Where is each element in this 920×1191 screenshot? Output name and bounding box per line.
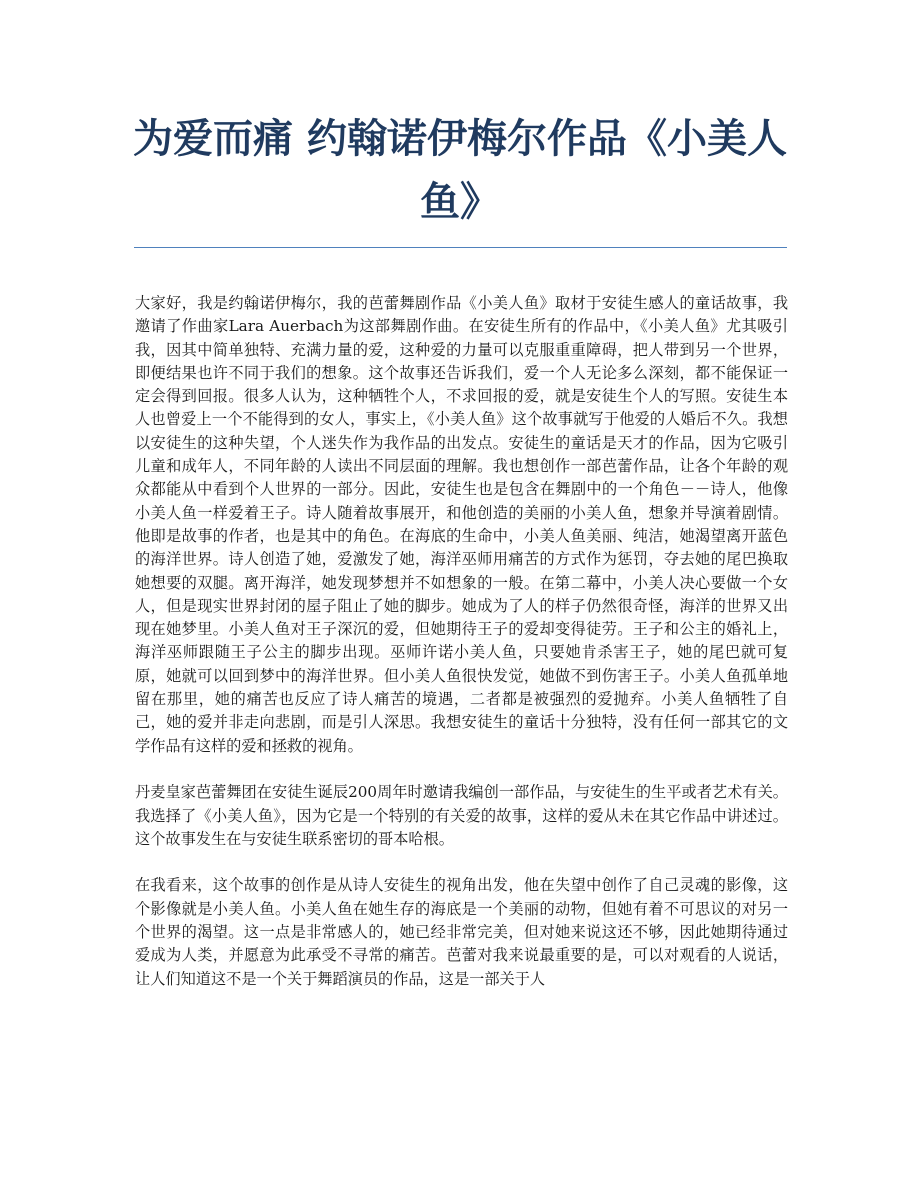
paragraph-3: 在我看来，这个故事的创作是从诗人安徒生的视角出发，他在失望中创作了自己灵魂的影像，这个影像就是小美人鱼。小美人鱼在她生存的海底是一个美丽的动物，但她有着不可思议的对另一个世界的渴望。这一点是非常感人的，她已经非常完美，但对她来说这还不够，因此她期待通过爱成为人类，并愿意为此承受不寻常的痛苦。芭蕾对我来说最重要的是，可以对观看的人说话，让人们知道这不是一个关于舞蹈演员的作品，这是一部关于人 [135, 876, 788, 988]
document-body [135, 292, 788, 1014]
document-title: 为爱而痛 约翰诺伊梅尔作品《小美人鱼》 [133, 116, 787, 225]
paragraph-1: 大家好，我是约翰诺伊梅尔，我的芭蕾舞剧作品《小美人鱼》取材于安徒生感人的童话故事，我邀请了作曲家Lara Auerbach为这部舞剧作曲。在安徒生所有的作品中，《小美人鱼》尤其吸引我，因其中简单独特、充满力量的爱，这种爱的力量可以克服重重障碍，把人带到另一个世界，即便结果也许不同于我们的想象。这个故事还告诉我们，爱一个人无论多么深刻，都不能保证一定会得到回报。很多人认为，这种牺牲个人，不求回报的爱，就是安徒生个人的写照。安徒生本人也曾爱上一个不能得到的女人，事实上，《小美人鱼》这个故事就写于他爱的人婚后不久。我想以安徒生的这种失望，个人迷失作为我作品的出发点。安徒生的童话是天才的作品，因为它吸引儿童和成年人，不同年龄的人读出不同层面的理解。我也想创作一部芭蕾作品，让各个年龄的观众都能从中看到个人世界的一部分。因此，安徒生也是包含在舞剧中的一个角色－－诗人，他像小美人鱼一样爱着王子。诗人随着故事展开，和他创造的美丽的小美人鱼，想象并导演着剧情。他即是故事的作者，也是其中的角色。在海底的生命中，小美人鱼美丽、纯洁，她渴望离开蓝色的海洋世界。诗人创造了她，爱激发了她，海洋巫师用痛苦的方式作为惩罚，夺去她的尾巴换取她想要的双腿。离开海洋，她发现梦想并不如想象的一般。在第二幕中，小美人决心要做一个女人，但是现实世界封闭的屋子阻止了她的脚步。她成为了人的样子仍然很奇怪，海洋的世界又出现在她梦里。小美人鱼对王子深沉的爱，但她期待王子的爱却变得徒劳。王子和公主的婚礼上，海洋巫师跟随王子公主的脚步出现。巫师许诺小美人鱼，只要她肯杀害王子，她的尾巴就可复原，她就可以回到梦中的海洋世界。但小美人鱼很快发觉，她做不到伤害王子。小美人鱼孤单地留在那里，她的痛苦也反应了诗人痛苦的境遇，二者都是被强烈的爱抛弃。小美人鱼牺牲了自己，她的爱并非走向悲剧，而是引人深思。我想安徒生的童话十分独特，没有任何一部其它的文学作品有这样的爱和拯救的视角。 [135, 294, 788, 755]
paragraph-2: 丹麦皇家芭蕾舞团在安徒生诞辰200周年时邀请我编创一部作品，与安徒生的生平或者艺术有关。我选择了《小美人鱼》，因为它是一个特别的有关爱的故事，这样的爱从未在其它作品中讲述过。这个故事发生在与安徒生联系密切的哥本哈根。 [135, 783, 788, 848]
title-divider [134, 247, 787, 248]
